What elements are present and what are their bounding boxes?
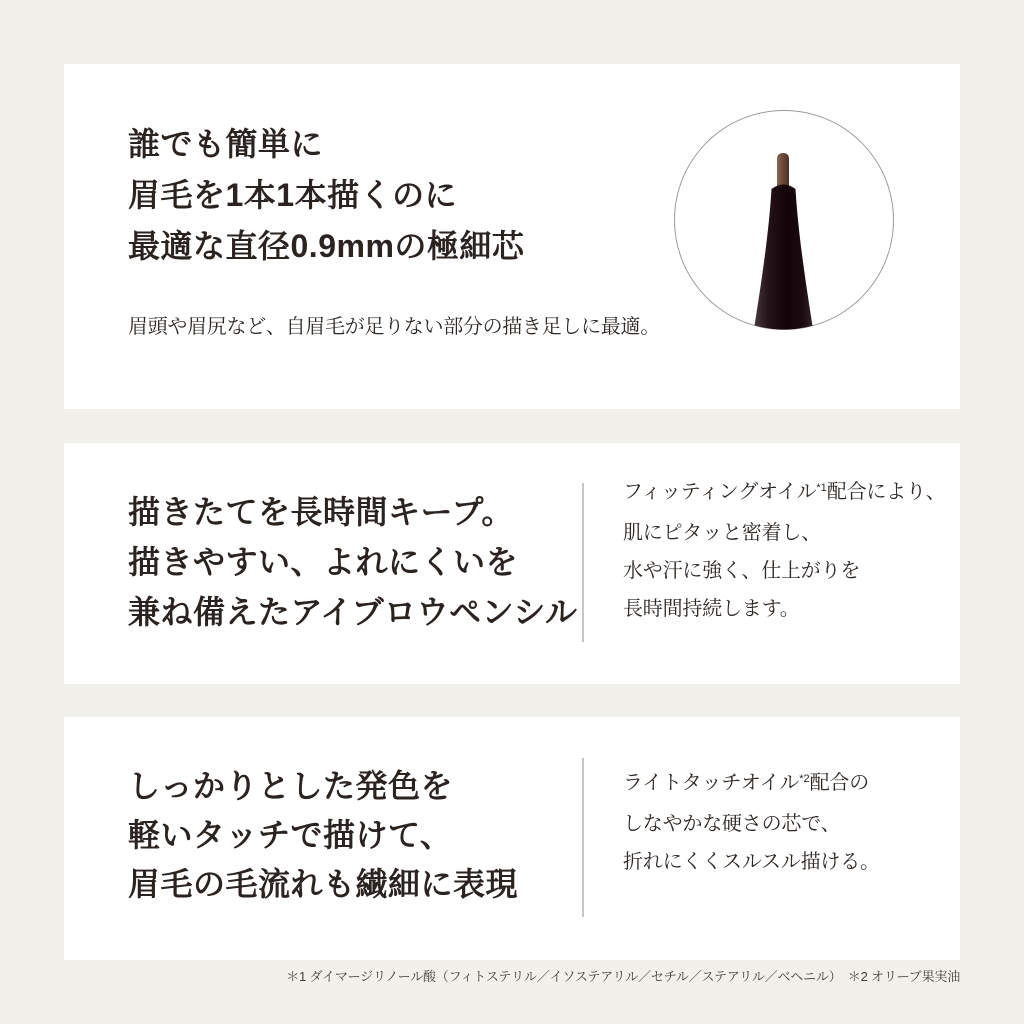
feature2-detail-line1-text: フィッティングオイル [623,481,817,503]
feature1-heading [128,119,524,272]
footnote-marker-2: *2 [799,773,810,785]
feature3-heading-line-1: しっかりとした発色を [128,768,454,804]
feature-card-fine-tip [64,64,960,409]
feature3-detail-line-1 [623,764,880,805]
feature2-heading-line-1: 描きたてを長時間キープ。 [128,494,514,530]
feature2-heading [128,487,578,637]
feature2-detail [623,473,946,628]
vertical-divider [582,483,584,642]
feature2-detail-line1-rest: 配合により、 [826,481,946,503]
feature2-detail-line-3: 水や汗に強く、仕上がりを [623,560,861,582]
vertical-divider [582,758,584,917]
feature3-heading-line-2: 軽いタッチで描けて、 [128,817,453,853]
feature1-heading-line-3: 最適な直径0.9mmの極細芯 [128,228,525,264]
feature2-heading-line-2: 描きやすい、よれにくいを [128,544,519,580]
feature3-detail-line1-text: ライトタッチオイル [623,772,800,794]
feature2-detail-line-1 [623,473,946,514]
feature3-heading [128,762,518,909]
feature3-detail [623,764,880,881]
feature2-heading-line-3: 兼ね備えたアイブロウペンシル [128,594,578,630]
feature1-subtext: 眉頭や眉尻など、自眉毛が足りない部分の描き足しに最適。 [128,316,660,338]
footnote: ＊1 ダイマージリノール酸（フィトステリル／イソステアリル／セチル／ステアリル／ベヘニル） ＊2 オリーブ果実油 [286,969,960,984]
feature2-detail-line-4: 長時間持続します。 [623,598,800,620]
pencil-tip-image [673,109,895,331]
feature3-detail-line-3: 折れにくくスルスル描ける。 [623,851,880,873]
feature3-heading-line-3: 眉毛の毛流れも繊細に表現 [128,866,519,902]
feature-card-long-lasting [64,443,960,684]
feature2-detail-line-2: 肌にピタッと密着し、 [623,522,821,544]
feature3-detail-line1-rest: 配合の [809,772,870,794]
feature1-heading-line-1: 誰でも簡単に [128,126,324,162]
feature-card-color-payoff [64,717,960,960]
feature3-detail-line-2: しなやかな硬さの芯で、 [623,813,841,835]
feature1-heading-line-2: 眉毛を1本1本描くのに [128,177,458,213]
footnote-marker-1: *1 [816,482,827,494]
